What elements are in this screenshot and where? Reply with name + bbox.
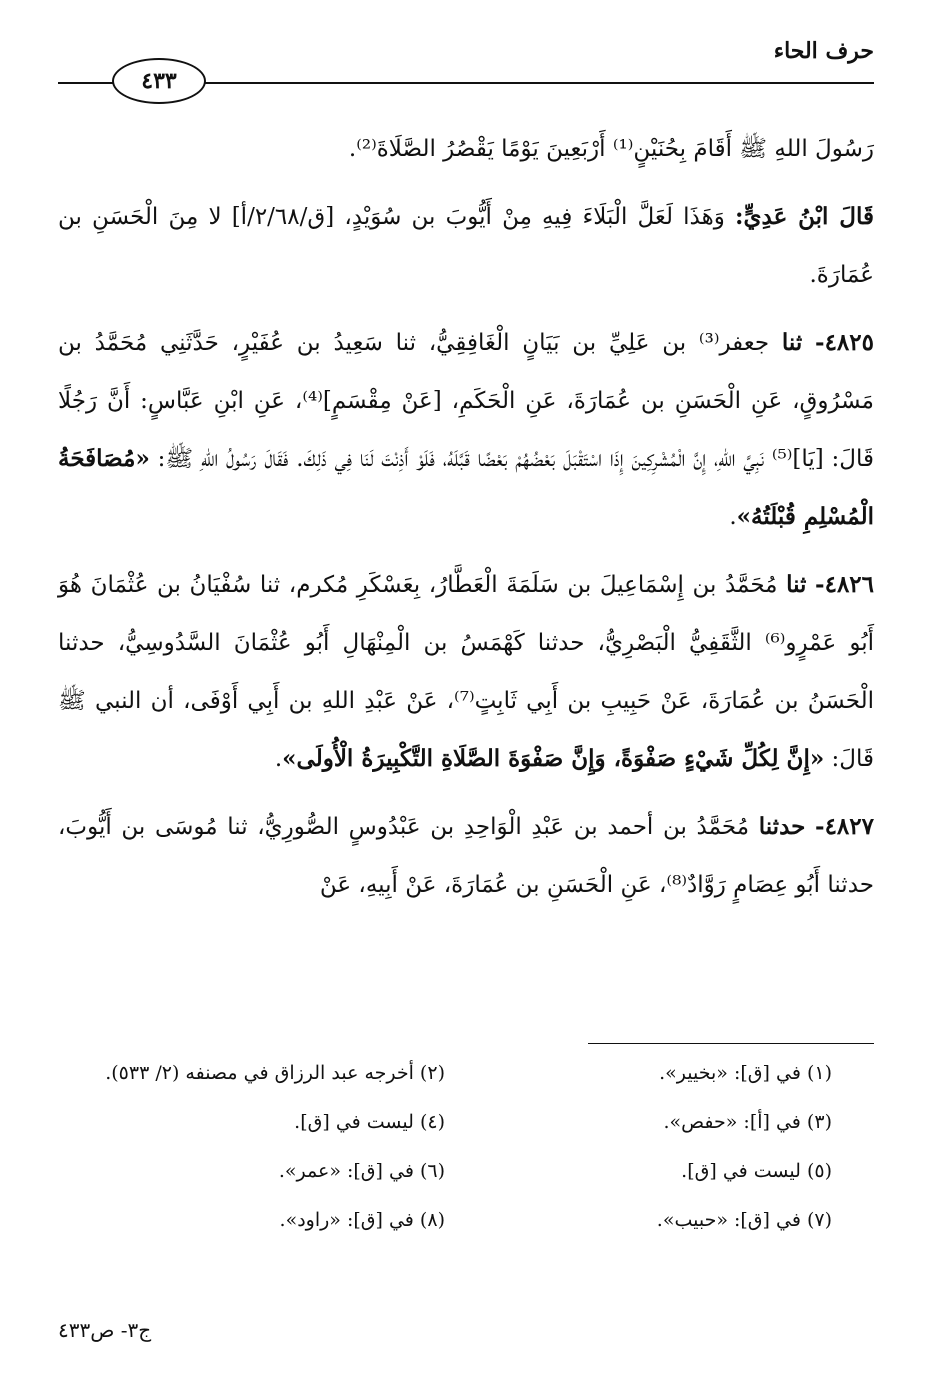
hadith-quote: «مُصَافَحَةُ الْمُسْلِمِ قُبْلَتُهُ» (58, 445, 874, 530)
hadith-4825 (58, 314, 874, 546)
hadith-4827 (58, 798, 874, 914)
period: . (274, 746, 283, 772)
page-number-badge: ٤٣٣ (112, 58, 206, 104)
narration-marker: ثنا (781, 329, 803, 356)
chapter-title: حرف الحاء (773, 38, 874, 64)
footnotes (58, 1062, 832, 1258)
footnote-row (58, 1209, 832, 1258)
volume-page-signature: ج٣- ص٤٣٣ (58, 1318, 152, 1342)
main-text (58, 120, 874, 924)
footnote-row (58, 1062, 832, 1111)
footnote-3: (٣) في [أ]: «حفص». (663, 1111, 832, 1133)
hadith-number: ٤٨٢٧- (815, 813, 874, 840)
footnote-1: (١) في [ق]: «بخيير». (659, 1062, 832, 1084)
footnote-7: (٧) في [ق]: «حبيب». (656, 1209, 832, 1231)
narration-marker: ثنا (786, 571, 807, 598)
period: . (729, 504, 737, 530)
paragraph-ibn-adi (58, 188, 874, 304)
footnote-4: (٤) ليست في [ق]. (294, 1111, 445, 1133)
hadith-quote: «إِنَّ لِكُلِّ شَيْءٍ صَفْوَةً، وَإِنَّ صَفْوَةَ الصَّلَاةِ التَّكْبِيرَةُ الْأُولَى» (282, 745, 825, 772)
footnote-6: (٦) في [ق]: «عمر». (278, 1160, 445, 1182)
ibn-adi-label: قَالَ ابْنُ عَدِيٍّ: (735, 203, 875, 230)
ibn-adi-text: وَهَذَا لَعَلَّ الْبَلَاءَ فِيهِ مِنْ أَيُّوبَ بن سُوَيْدٍ، [ق/٢/٦٨/أ] لا مِنَ الْحَسَنِ بن عُمَارَةَ. (58, 204, 874, 288)
footnote-row (58, 1111, 832, 1160)
footnote-2: (٢) أخرجه عبد الرزاق في مصنفه (٢/ ٥٣٣). (105, 1062, 445, 1084)
footnote-rule (588, 1043, 874, 1044)
hadith-text: مُحَمَّدُ بن أحمد بن عَبْدِ الْوَاحِدِ بن عَبْدُوسٍ الصُّورِيُّ، ثنا مُوسَى بن أَيُّوبَ، حدثنا أَبُو عِصَامٍ رَوَّادٌ⁽⁸⁾، عَنِ الْحَسَنِ بن عُمَارَةَ، عَنْ أَبِيهِ، عَنْ (58, 814, 874, 898)
footnote-row (58, 1160, 832, 1209)
hadith-number: ٤٨٢٥- (815, 329, 874, 356)
hadith-number: ٤٨٢٦- (815, 571, 875, 598)
paragraph-continuation: رَسُولَ اللهِ ﷺ أَقَامَ بِحُنَيْنٍ⁽¹⁾ أَرْبَعِينَ يَوْمًا يَقْصُرُ الصَّلَاةَ⁽²⁾. (348, 136, 874, 162)
footnote-8: (٨) في [ق]: «راود». (279, 1209, 445, 1231)
footnote-5: (٥) ليست في [ق]. (681, 1160, 832, 1182)
hadith-text: مُحَمَّدُ بن إِسْمَاعِيلَ بن سَلَمَةَ الْعَطَّارُ، بِعَسْكَرِ مُكرم، ثنا سُفْيَانُ بن عُثْمَانَ هُوَ أَبُو عَمْرٍو⁽⁶⁾ الثَّقَفِيُّ الْبَصْرِيُّ، حدثنا كَهْمَسُ بن الْمِنْهَالِ أَبُو عُثْمَانَ السَّدُوسِيُّ، حدثنا الْحَسَنُ بن عُمَارَةَ، عَنْ حَبِيبِ بن أَبِي ثَابِتٍ⁽⁷⁾، عَنْ عَبْدِ اللهِ بن أَبِي أَوْفَى، أن النبي ﷺ قَالَ: (58, 572, 875, 772)
hadith-text: جعفر⁽³⁾ بن عَلِيِّ بن بَيَانٍ الْغَافِقِيُّ، ثنا سَعِيدُ بن عُفَيْرٍ، حَدَّثَنِي مُحَمَّدُ بن مَسْرُوقٍ، عَنِ الْحَسَنِ بن عُمَارَةَ، عَنِ الْحَكَمِ، [عَنْ مِقْسَمٍ]⁽⁴⁾، عَنِ ابْنِ عَبَّاسٍ: أَنَّ رَجُلًا قَالَ: [يَا]⁽⁵⁾ نَبِيَّ اللهِ، إِنَّ الْمُشْرِكِينَ إِذَا اسْتَقْبَلَ بَعْضُهُمْ بَعْضًا قَبَّلَهُ، فَلَوْ أَذِنْتَ لَنَا فِي ذَلِكَ. فَقَالَ رَسُولُ اللهِ ﷺ: (58, 330, 875, 472)
narration-marker: حدثنا (758, 813, 806, 840)
hadith-4826 (58, 556, 874, 788)
